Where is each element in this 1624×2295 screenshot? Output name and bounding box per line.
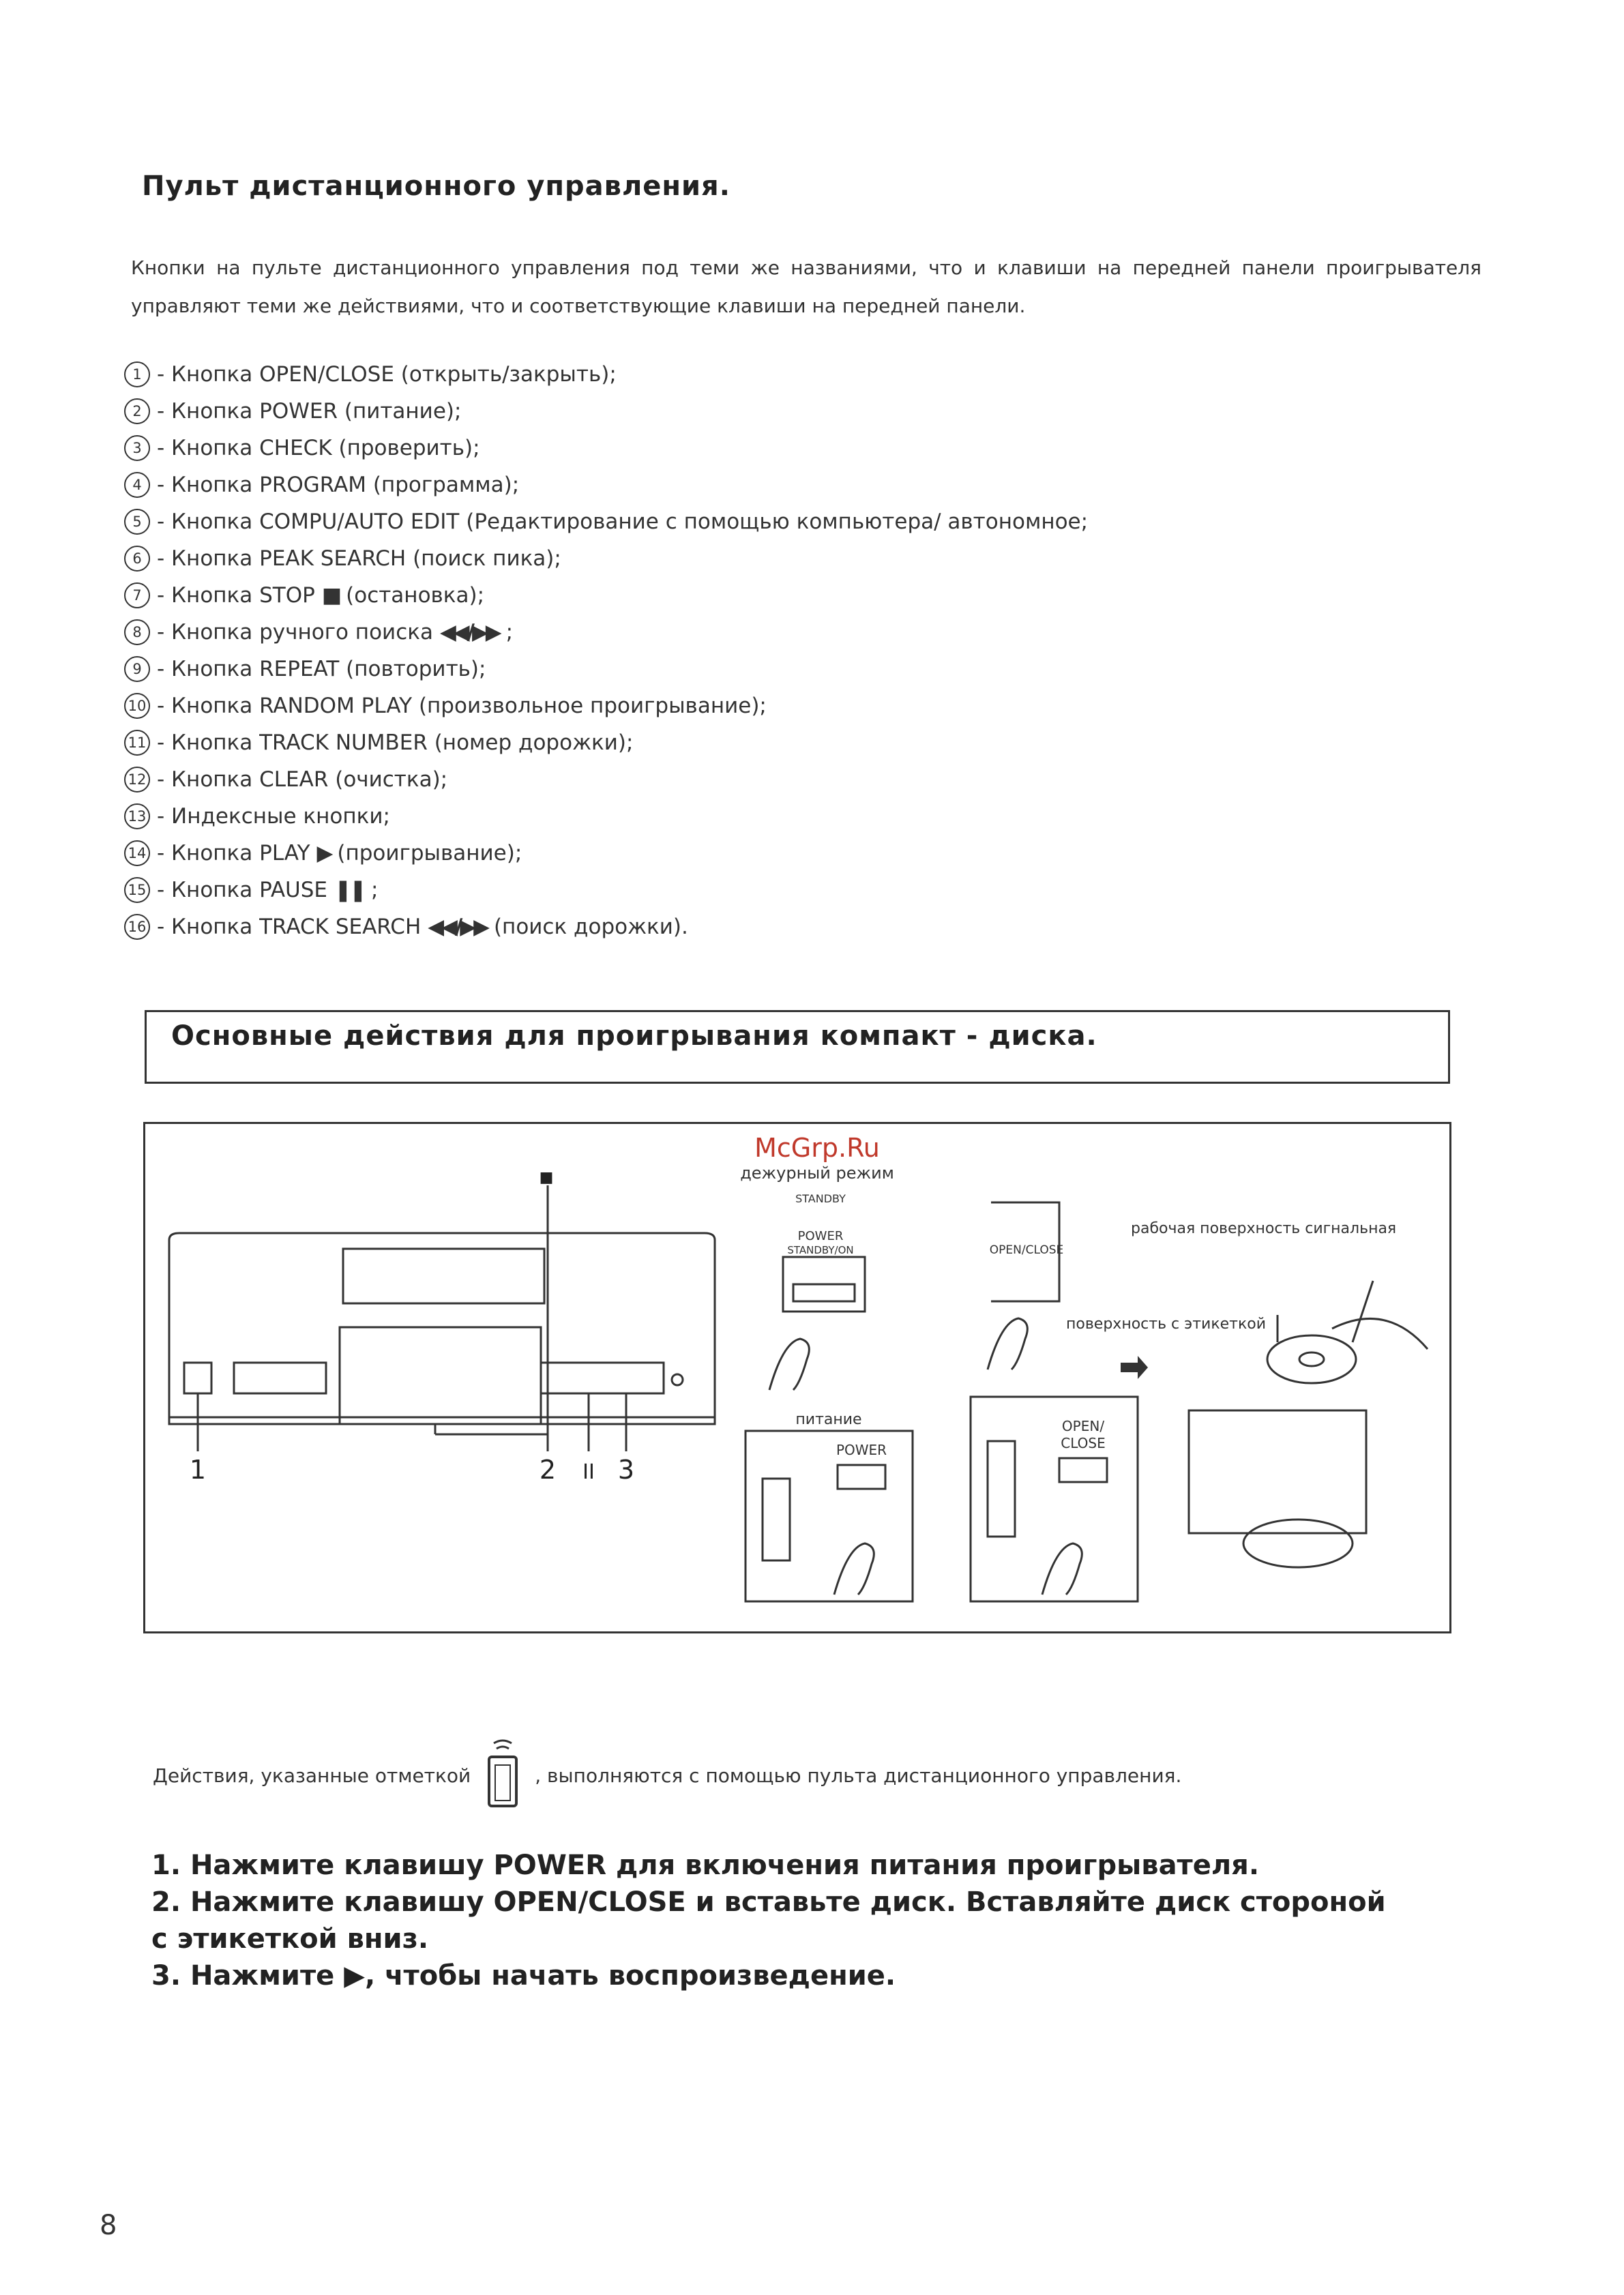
play-icon: ▶ [316, 841, 331, 865]
step-1: 1. Нажмите клавишу POWER для включения питания проигрывателя. [151, 1850, 1260, 1881]
step-2: 2. Нажмите клавишу OPEN/CLOSE и вставьте диск. Вставляйте диск стороной [151, 1886, 1386, 1918]
list-item: 10 - Кнопка RANDOM PLAY (произвольное проигрывание); [124, 687, 1088, 724]
stop-icon: ■ [321, 583, 340, 608]
finger-icon [988, 1318, 1027, 1369]
list-item: 2 - Кнопка POWER (питание); [124, 393, 1088, 430]
remote-icon [988, 1441, 1015, 1537]
callout-1: 1 [189, 1455, 207, 1485]
list-item: 16 - Кнопка TRACK SEARCH ◀◀/▶▶ (поиск дорожки). [124, 908, 1088, 945]
remote-icon [763, 1479, 790, 1560]
list-item: 6 - Кнопка PEAK SEARCH (поиск пика); [124, 540, 1088, 577]
pause-icon: ❚❚ [334, 878, 364, 902]
remote-icon [479, 1738, 527, 1813]
power-label: POWER [797, 1229, 844, 1243]
list-item: 1 - Кнопка OPEN/CLOSE (открыть/закрыть); [124, 356, 1088, 393]
section-heading-box [145, 1010, 1450, 1084]
list-item: 8 - Кнопка ручного поиска ◀◀/▶▶ ; [124, 614, 1088, 651]
stop-mark: ■ [539, 1169, 554, 1186]
disc-illustration [1267, 1335, 1356, 1383]
list-item: 5 - Кнопка COMPU/AUTO EDIT (Редактирование с помощью компьютера/ автономное; [124, 503, 1088, 540]
list-item: 3 - Кнопка CHECK (проверить); [124, 430, 1088, 467]
transport-buttons [541, 1363, 664, 1393]
track-search-icon: ◀◀/▶▶ [428, 915, 487, 939]
power-button-outline [184, 1363, 211, 1393]
power-caption: питание [795, 1411, 862, 1428]
open-tray-disc [1243, 1520, 1353, 1567]
list-item: 13 - Индексные кнопки; [124, 798, 1088, 835]
remote-note: Действия, указанные отметкой , выполняются с помощью пульта дистанционного управления. [153, 1738, 1181, 1813]
remote-panel-open [971, 1397, 1138, 1601]
step-3: 3. Нажмите ▶, чтобы начать воспроизведение. [151, 1960, 896, 1992]
instructions [151, 1847, 1386, 1994]
open-close-label: OPEN/CLOSE [989, 1243, 1064, 1257]
arrow-right-icon [1121, 1356, 1148, 1379]
page-title: Пульт дистанционного управления. [142, 171, 730, 202]
callout-2: 2 [539, 1455, 557, 1485]
signal-surface-label: рабочая поверхность сигнальная [1131, 1220, 1397, 1237]
finger-icon [769, 1339, 809, 1390]
standby-caption: дежурный режим [740, 1164, 894, 1183]
page-number: 8 [100, 2210, 117, 2241]
player-knob [672, 1374, 683, 1385]
search-arrows-icon: ◀◀/▶▶ [439, 620, 499, 645]
list-item: 12 - Кнопка CLEAR (очистка); [124, 761, 1088, 798]
list-item: 15 - Кнопка PAUSE ❚❚ ; [124, 872, 1088, 908]
label-surface-label: поверхность с этикеткой [1066, 1316, 1267, 1333]
list-item: 11 - Кнопка TRACK NUMBER (номер дорожки); [124, 724, 1088, 761]
list-item: 4 - Кнопка PROGRAM (программа); [124, 467, 1088, 503]
remote-panel-power [745, 1431, 913, 1601]
remote-close-label: CLOSE [1061, 1435, 1106, 1451]
section-title: Основные действия для проигрывания компакт - диска. [171, 1020, 1097, 1052]
list-item: 14 - Кнопка PLAY ▶ (проигрывание); [124, 835, 1088, 872]
cd-player-body [169, 1233, 715, 1424]
illustration-figure [143, 1122, 1451, 1633]
callout-3: 3 [617, 1455, 635, 1485]
cd-player-small [1189, 1410, 1366, 1533]
step-2-continued: с этикеткой вниз. [151, 1923, 429, 1955]
callout-pause: II [582, 1460, 595, 1484]
list-item: 9 - Кнопка REPEAT (повторить); [124, 651, 1088, 687]
finger-icon [834, 1543, 874, 1595]
button-list [124, 356, 1088, 945]
remote-open-label: OPEN/ [1061, 1418, 1105, 1434]
figure-drawing [145, 1124, 1449, 1631]
player-display [343, 1249, 544, 1303]
list-item: 7 - Кнопка STOP ■ (остановка); [124, 577, 1088, 614]
finger-icon [1042, 1543, 1082, 1595]
standby-label: STANDBY [795, 1192, 846, 1205]
intro-paragraph: Кнопки на пульте дистанционного управления под теми же названиями, что и клавиши на передней панели проигрывателя управляют теми же действиями, что и соответствующие клавиши на передней панели. [131, 256, 1481, 317]
button-group-left [234, 1363, 326, 1393]
disc-tray [340, 1327, 541, 1424]
remote-power-label: POWER [836, 1442, 887, 1458]
standby-on-label: STANDBY/ON [787, 1244, 854, 1256]
watermark: McGrp.Ru [754, 1133, 880, 1163]
